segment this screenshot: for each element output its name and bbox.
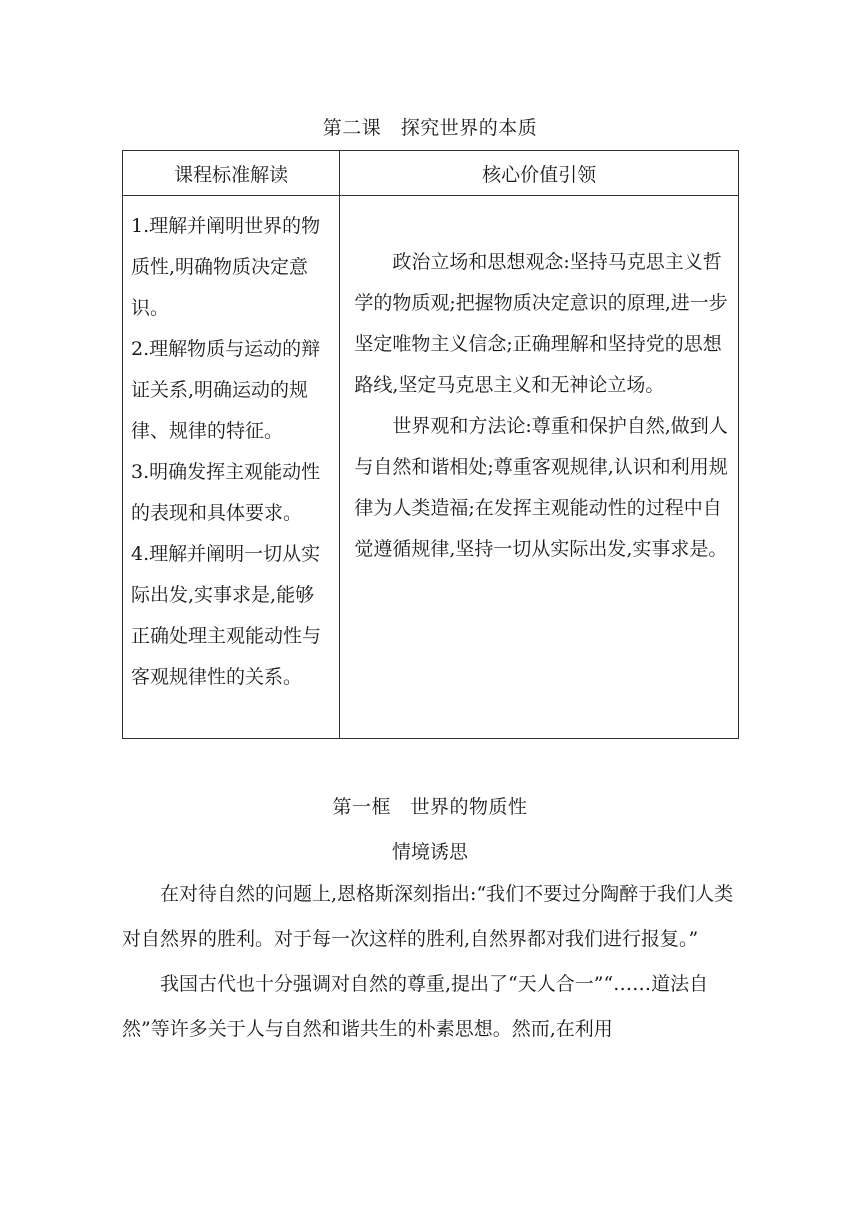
standard-item: 2.理解物质与运动的辩证关系,明确运动的规律、规律的特征。 [131, 338, 321, 442]
curriculum-table [122, 150, 739, 739]
lesson-title: 第二课 探究世界的本质 [322, 117, 538, 139]
section-heading: 情境诱思 [391, 841, 468, 863]
header-curriculum-standards: 课程标准解读 [123, 151, 340, 196]
table-row [123, 196, 739, 739]
standard-item: 3.明确发挥主观能动性的表现和具体要求。 [131, 461, 321, 524]
value-paragraph: 世界观和方法论:尊重和保护自然,做到人与自然和谐相处;尊重客观规律,认识和利用规律为人类造福;在发挥主观能动性的过程中自觉遵循规律,坚持一切从实际出发,实事求是。 [354, 415, 728, 560]
value-paragraph: 政治立场和思想观念:坚持马克思主义哲学的物质观;把握物质决定意识的原理,进一步坚定唯物主义信念;正确理解和坚持党的思想路线,坚定马克思主义和无神论立场。 [354, 251, 728, 396]
header-core-values: 核心价值引领 [340, 151, 739, 196]
standard-item: 4.理解并阐明一切从实际出发,实事求是,能够正确处理主观能动性与客观规律性的关系。 [131, 543, 322, 688]
table-header-row [123, 151, 739, 196]
standards-cell [123, 196, 340, 739]
body-text [122, 872, 739, 1052]
frame-title: 第一框 世界的物质性 [332, 796, 528, 818]
body-paragraph: 在对待自然的问题上,恩格斯深刻指出:“我们不要过分陶醉于我们人类对自然界的胜利。对于每一次这样的胜利,自然界都对我们进行报复。” [122, 883, 734, 950]
standard-item: 1.理解并阐明世界的物质性,明确物质决定意识。 [131, 215, 321, 319]
body-paragraph: 我国古代也十分强调对自然的尊重,提出了“天人合一”“……道法自然”等许多关于人与自然和谐共生的朴素思想。然而,在利用 [122, 973, 709, 1040]
values-cell [340, 196, 739, 739]
